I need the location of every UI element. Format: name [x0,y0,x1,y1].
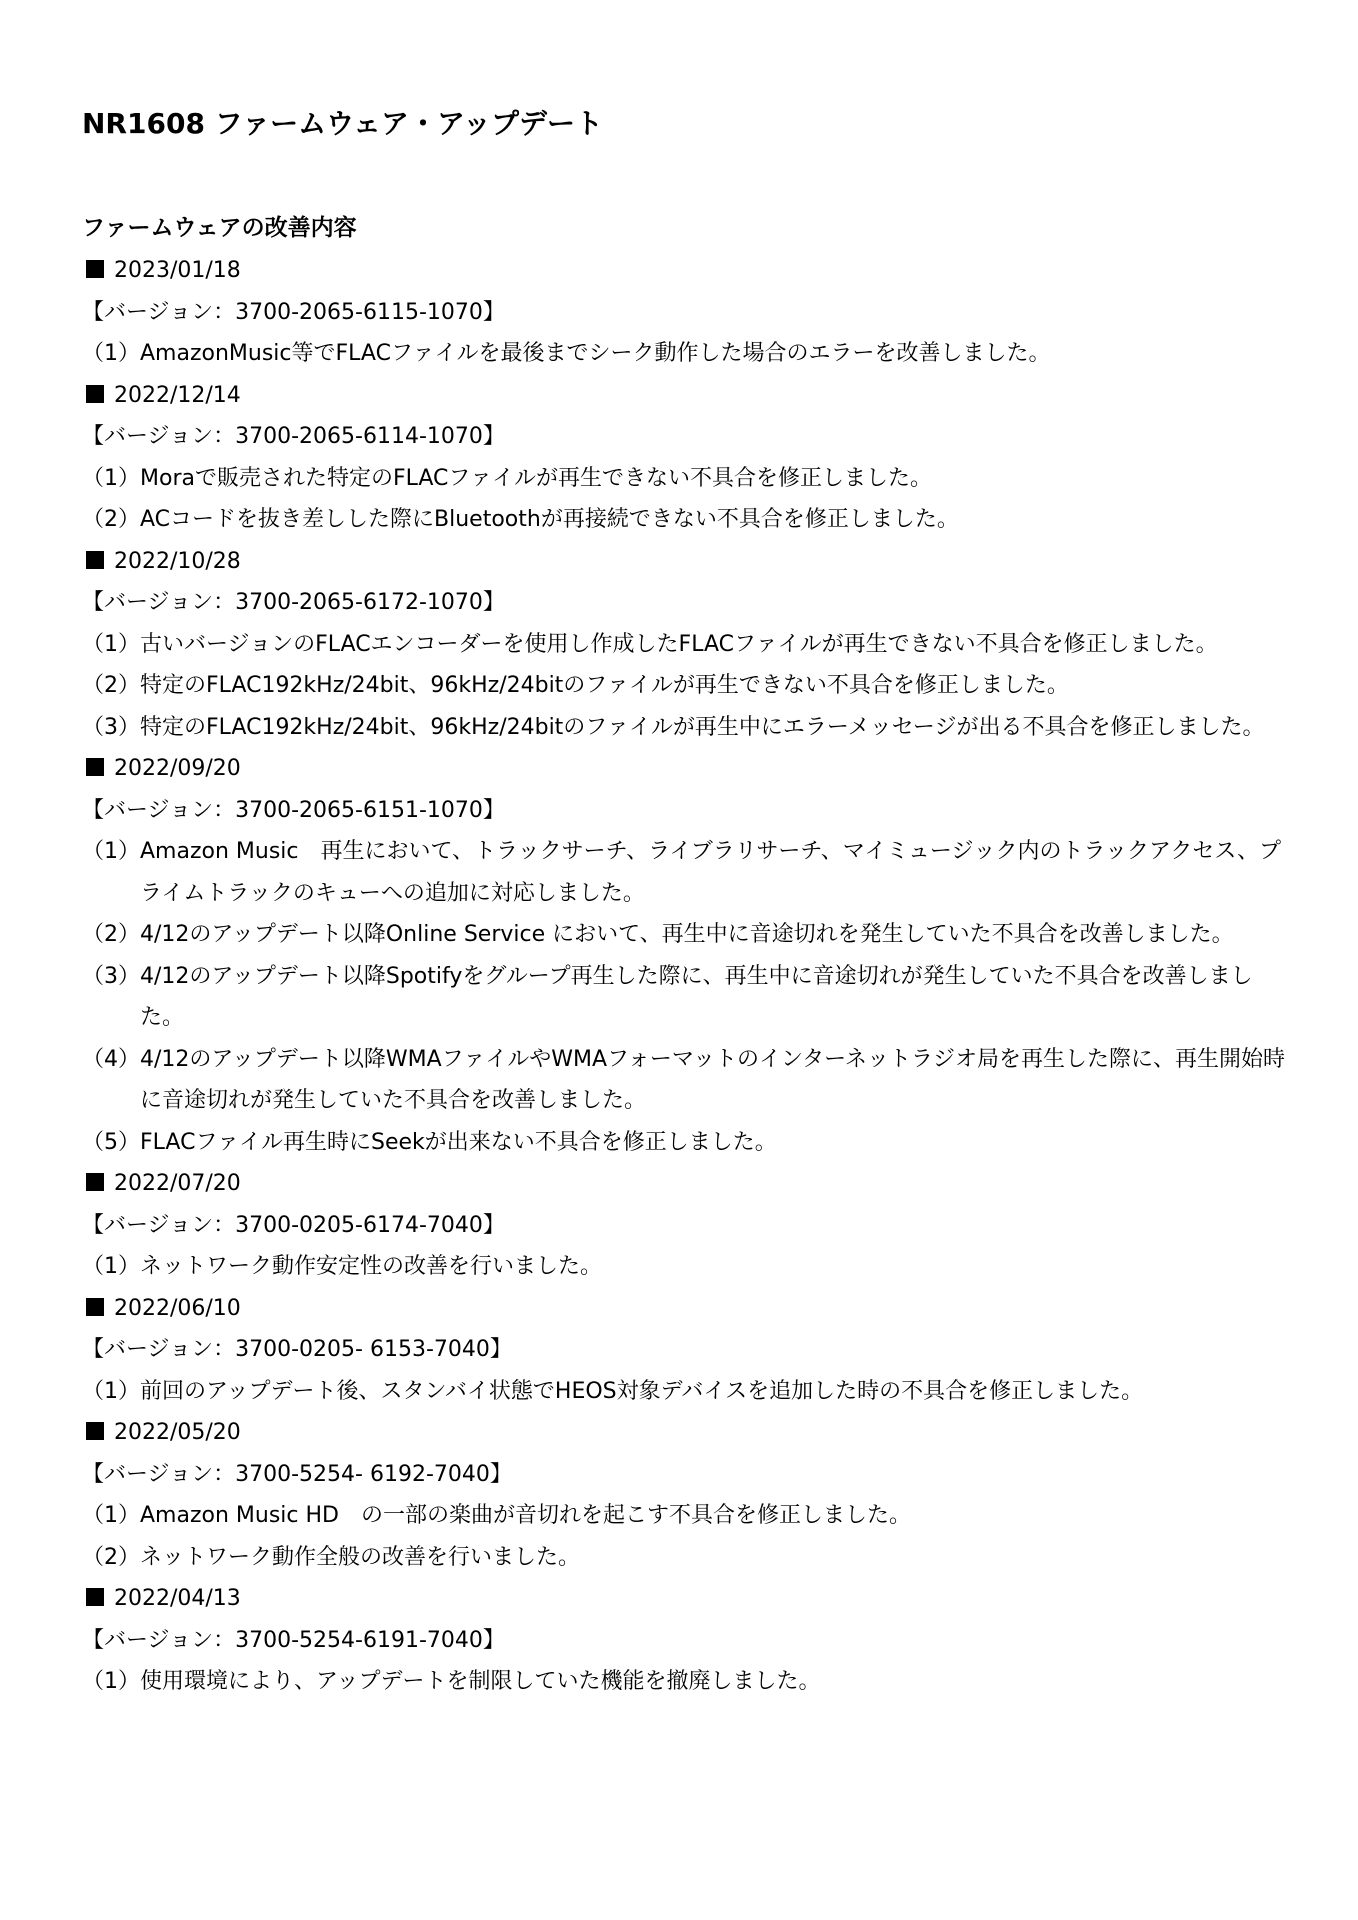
change-item-text: 4/12のアップデート以降Spotifyをグループ再生した際に、再生中に音途切れが発生していた不具合を改善しました。 [140,963,1253,1030]
change-item-text: ACコードを抜き差しした際にBluetoothが再接続できない不具合を修正しました。 [140,507,959,532]
change-item-number: （1） [82,631,140,657]
black-square-bullet-icon [86,1298,104,1316]
change-item-number: （3） [82,714,140,740]
change-item [82,1371,1282,1413]
black-square-bullet-icon [86,1588,104,1606]
change-item-number: （1） [82,1254,140,1279]
section-heading: ファームウェアの改善内容 [82,215,357,241]
change-item-text: 前回のアップデート後、スタンバイ状態でHEOS対象デバイスを追加した時の不具合を修正しました。 [140,1378,1144,1404]
change-item-number: （1） [82,1378,140,1404]
entry-date: 2023/01/18 [114,258,241,283]
entry-version: 【バージョン：3700-0205- 6153-7040】 [82,1337,512,1362]
change-item [82,956,1282,1039]
change-item [82,458,1282,500]
entry-date-line [82,748,1282,790]
change-item [82,831,1282,914]
entry-version: 【バージョン：3700-2065-6172-1070】 [82,590,505,615]
change-item-number: （1） [82,341,140,366]
change-item [82,624,1282,666]
entry-date-line [82,1578,1282,1620]
entry-date-line [82,1288,1282,1330]
update-entry [82,375,1282,541]
entry-date: 2022/04/13 [114,1586,241,1611]
entry-version: 【バージョン：3700-2065-6115-1070】 [82,299,505,325]
change-item-number: （2） [82,507,140,532]
change-item-text: FLACファイル再生時にSeekが出来ない不具合を修正しました。 [140,1129,777,1155]
change-item-number: （2） [82,1544,140,1570]
change-item-text: Amazon Music HD の一部の楽曲が音切れを起こす不具合を修正しました。 [140,1503,911,1528]
entry-version: 【バージョン：3700-2065-6151-1070】 [82,797,505,823]
update-entry [82,250,1282,375]
update-entry [82,748,1286,1163]
change-item-text: Moraで販売された特定のFLACファイルが再生できない不具合を修正しました。 [140,465,932,491]
change-item-number: （1） [82,1503,140,1528]
change-item [82,665,1282,707]
change-item-text: AmazonMusic等でFLACファイルを最後までシーク動作した場合のエラーを改善しました。 [140,341,1051,366]
change-item [82,1122,1282,1164]
change-item [82,333,1282,375]
change-item [82,1246,1282,1288]
change-item-number: （1） [82,465,140,491]
change-item-number: （3） [82,963,140,989]
change-item-number: （1） [82,839,140,864]
change-item-text: 使用環境により、アップデートを制限していた機能を撤廃しました。 [140,1669,821,1694]
update-entry [82,541,1282,749]
change-item [82,1537,1282,1579]
change-item-number: （2） [82,673,140,698]
black-square-bullet-icon [86,1422,104,1440]
black-square-bullet-icon [86,1173,104,1191]
change-item-text: 特定のFLAC192kHz/24bit、96kHz/24bitのファイルが再生できない不具合を修正しました。 [140,673,1069,698]
entry-date: 2022/07/20 [114,1171,241,1196]
change-item [82,707,1282,749]
change-item [82,914,1282,956]
entry-date-line [82,1412,1282,1454]
entry-date: 2022/09/20 [114,756,241,781]
update-log [82,250,1286,1703]
entry-date-line [82,375,1282,417]
black-square-bullet-icon [86,758,104,776]
change-item-text: Amazon Music 再生において、トラックサーチ、ライブラリサーチ、マイミュージック内のトラックアクセス、プライムトラックのキューへの追加に対応しました。 [140,839,1282,906]
entry-date: 2022/10/28 [114,548,241,574]
entry-date: 2022/12/14 [114,382,241,408]
change-item-number: （4） [82,1046,140,1072]
entry-version: 【バージョン：3700-2065-6114-1070】 [82,424,505,449]
entry-date-line [82,1163,1282,1205]
entry-date-line [82,250,1282,292]
change-item-text: ネットワーク動作全般の改善を行いました。 [140,1544,581,1570]
change-item-number: （5） [82,1129,140,1155]
entry-version: 【バージョン：3700-0205-6174-7040】 [82,1212,505,1238]
change-item-number: （2） [82,922,140,947]
change-item-number: （1） [82,1669,140,1694]
change-item [82,1495,1282,1537]
page-title: NR1608 ファームウェア・アップデート [82,107,604,140]
change-item-text: 特定のFLAC192kHz/24bit、96kHz/24bitのファイルが再生中にエラーメッセージが出る不具合を修正しました。 [140,714,1265,740]
entry-version: 【バージョン：3700-5254- 6192-7040】 [82,1461,512,1487]
entry-version: 【バージョン：3700-5254-6191-7040】 [82,1627,505,1653]
black-square-bullet-icon [86,260,104,278]
update-entry [82,1412,1282,1578]
change-item [82,1039,1286,1122]
change-item-text: 4/12のアップデート以降Online Service において、再生中に音途切れを発生していた不具合を改善しました。 [140,922,1234,947]
black-square-bullet-icon [86,385,104,403]
entry-date-line [82,541,1282,583]
update-entry [82,1288,1282,1413]
change-item-text: ネットワーク動作安定性の改善を行いました。 [140,1254,603,1279]
change-item-text: 4/12のアップデート以降WMAファイルやWMAフォーマットのインターネットラジオ局を再生した際に、再生開始時に音途切れが発生していた不具合を改善しました。 [140,1046,1286,1113]
change-item [82,1661,1282,1703]
entry-date: 2022/06/10 [114,1295,241,1321]
black-square-bullet-icon [86,551,104,569]
update-entry [82,1163,1282,1288]
update-entry [82,1578,1282,1703]
entry-date: 2022/05/20 [114,1420,241,1445]
change-item [82,499,1282,541]
change-item-text: 古いバージョンのFLACエンコーダーを使用し作成したFLACファイルが再生できない不具合を修正しました。 [140,631,1218,657]
